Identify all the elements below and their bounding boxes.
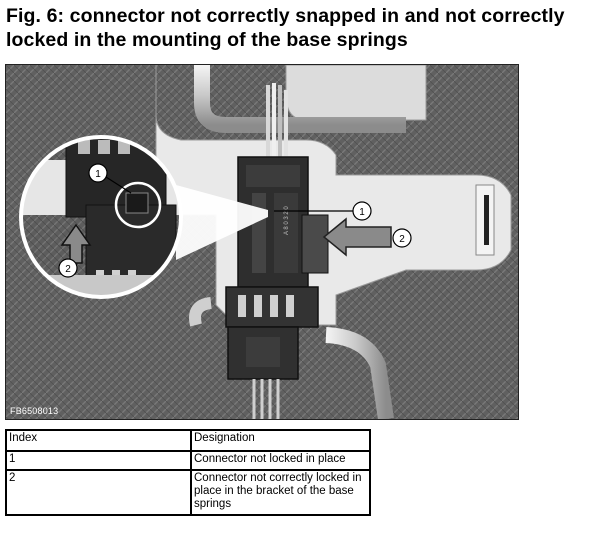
callout-zoom-1 bbox=[89, 164, 107, 182]
svg-text:2: 2 bbox=[399, 234, 405, 245]
callout-main-2 bbox=[393, 229, 411, 247]
svg-text:1: 1 bbox=[359, 207, 365, 218]
index-table bbox=[5, 429, 371, 516]
table-cell-index: 2 bbox=[6, 470, 191, 515]
callout-zoom-2 bbox=[59, 259, 77, 277]
table-cell-designation: Connector not locked in place bbox=[191, 451, 370, 470]
svg-text:2: 2 bbox=[65, 264, 71, 275]
table-cell-index: 1 bbox=[6, 451, 191, 470]
svg-text:1: 1 bbox=[95, 169, 101, 180]
table-cell-designation: Connector not correctly locked in place in the bracket of the base springs bbox=[191, 470, 370, 515]
figure-photo bbox=[5, 64, 519, 420]
table-row bbox=[6, 451, 370, 470]
column-header-designation: Designation bbox=[191, 430, 370, 451]
table-header-row bbox=[6, 430, 370, 451]
figure-title: Fig. 6: connector not correctly snapped in and not correctly locked in the mounting of the base springs bbox=[6, 5, 565, 51]
table-row bbox=[6, 470, 370, 515]
figure-code: FB6508013 bbox=[10, 406, 59, 416]
svg-text:A 8 0 3 2 0: A 8 0 3 2 0 bbox=[284, 206, 290, 235]
column-header-index: Index bbox=[6, 430, 191, 451]
callout-main-1 bbox=[353, 202, 371, 220]
